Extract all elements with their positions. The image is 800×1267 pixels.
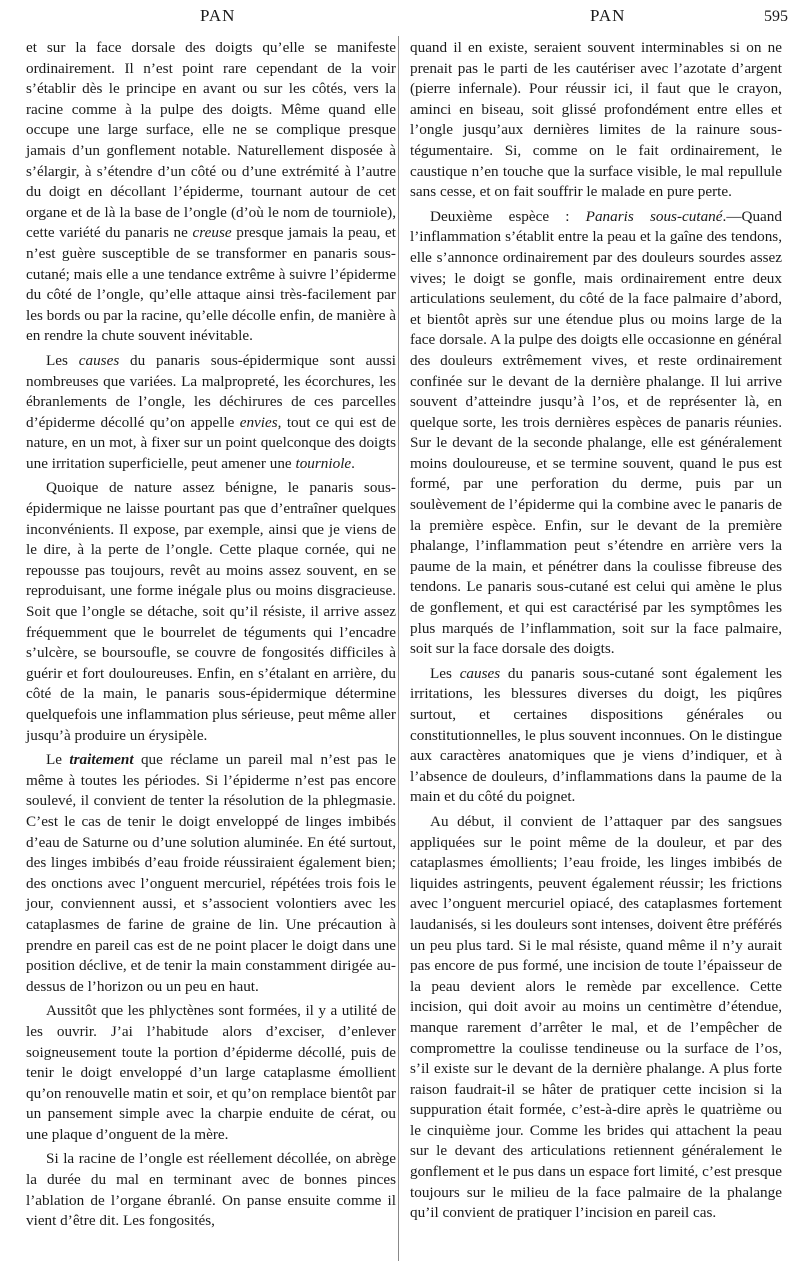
paragraph	[26, 478, 396, 746]
emphasized-text: creuse	[192, 224, 232, 242]
emphasized-text: causes	[78, 351, 120, 369]
paragraph	[410, 812, 782, 1224]
paragraph	[26, 38, 396, 347]
paragraph	[26, 351, 396, 475]
paragraph	[26, 750, 396, 997]
text-run: et sur la face dorsale des doigts qu’elle se manifeste ordinairement. Il n’est point rare cependant de la voir s’établir dès le principe en avant ou sur les côtés, vers la racine comme à la pulpe des doigts. Même quand elle occupe une large surface, elle ne se complique presque jamais d’un gonflement notable. Naturellement disposée à s’élargir, à s’étendre d’un côté ou d’une extrémité à l’autre du doigt en décollant l’épiderme, tournant autour de cet organe et de là la base de l’ongle (d’où le nom de tourniole), cette variété du panaris ne	[26, 39, 396, 242]
text-run: Aussitôt que les phlyctènes sont formées, il y a utilité de les ouvrir. J’ai l’habitude alors d’exciser, d’enlever soigneusement toute la portion d’épiderme décollé, puis de tenir le doigt enveloppé d’un large cataplasme émollient qu’on renouvelle matin et soir, et qu’on remplace bientôt par un pansement simple avec la charpie enduite de cérat, ou une plaque d’onguent de la mère.	[26, 1002, 396, 1143]
text-run: Deuxième espèce :	[430, 207, 586, 225]
running-head-right: PAN	[590, 6, 626, 25]
text-run: Quoique de nature assez bénigne, le panaris sous-épidermique ne laisse pourtant pas que d’entraîner quelques inconvénients. Il expose, par exemple, ainsi que je viens de le dire, à la perte de l’ongle. Cette plaque cornée, qui ne repousse pas toujours, revêt au moins assez souvent, en se reproduisant, une forme inégale plus ou moins disgracieuse. Soit que l’ongle se détache, soit qu’il résiste, il arrive assez fréquemment que le bourrelet de téguments qui l’encadre s’ulcère, se boursoufle, se couvre de fongosités difficiles à guérir et fort douloureuses. Enfin, en s’étalant en arrière, du côté de la main, le panaris sous-épidermique détermine quelquefois une inflammation plus sérieuse, peut même aller jusqu’à produire un érysipèle.	[26, 479, 396, 744]
paragraph	[410, 664, 782, 808]
paragraph	[410, 207, 782, 660]
text-run: Le	[46, 751, 70, 769]
running-head-left: PAN	[200, 6, 236, 25]
emphasized-text: tourniole	[295, 454, 352, 472]
right-column	[410, 38, 782, 1224]
text-run: quand il en existe, seraient souvent interminables si on ne prenait pas le parti de les cautériser avec l’azotate d’argent (pierre infernale). Pour réussir ici, il faut que le crayon, aminci en biseau, soit glissé profondément entre elles et l’ongle jusqu’aux dernières limites de la rainure sous-tégumentaire. Si, comme on le fait ordinairement, le caustique n’en touche que la surface visible, le mal repullule sans cesse, et on fait souffrir le malade en pure perte.	[410, 39, 782, 201]
column-divider	[398, 36, 399, 1261]
text-run: Si la racine de l’ongle est réellement décollée, on abrège la durée du mal en terminant avec de bonnes pinces l’ablation de l’organe ébranlé. On panse ensuite comme il vient d’être dit. Les fongosités,	[26, 1150, 396, 1230]
text-run: du panaris sous-épidermique sont aussi nombreuses que variées. La malpropreté, les écorchures, les ébranlements de l’ongle, les déchirures de ces parcelles d’épiderme décollé qu’on appelle	[26, 351, 396, 431]
text-run: .—Quand l’inflammation s’établit entre la peau et la gaîne des tendons, elle s’annonce ordinairement par des douleurs sourdes assez vives; le doigt se gonfle, mais ordinairement entre deux articulations seulement, du côté de la face palmaire d’abord, et bientôt après sur une étendue plus ou moins large de la face dorsale. A la pulpe des doigts elle occasionne en général des douleurs extrêmement vives, et reste ordinairement confinée sur le devant de la dernière phalange. Il lui arrive souvent d’atteindre jusqu’à l’os, et de représenter là, en quelque sorte, les trois dernières espèces de panaris réunies. Sur le devant de la seconde phalange, elle est généralement moins douloureuse, et se termine souvent, quand le pus est formé, par une perforation du derme, puis par un soulèvement de l’épiderme qui la combine avec le panaris de la première espèce. Enfin, sur le devant de la première phalange, l’inflammation peut s’étendre en arrière vers la paume de la main, et pénétrer dans la coulisse fibreuse des tendons. Le panaris sous-cutané est celui qui amène le plus de gonflement, et qui est caractérisé par les symptômes les plus marqués de l’inflammation, soit sur la face palmaire, soit sur la face dorsale des doigts.	[410, 207, 782, 658]
emphasized-text: traitement	[69, 751, 134, 769]
emphasized-text: Panaris sous-cutané	[585, 207, 723, 225]
text-run: Les	[430, 664, 460, 682]
emphasized-text: envies	[239, 413, 278, 431]
text-run: du panaris sous-cutané sont également les irritations, les blessures diverses du doigt, les piqûres surtout, et certaines dispositions générales ou constitutionnelles, le plus souvent inconnues. On le distingue aux caractères anatomiques que je viens d’indiquer, et à l’absence de douleurs, d’inflammations dans la paume de la main et du côté du poignet.	[410, 664, 782, 806]
text-run: Les	[46, 351, 79, 369]
left-column	[26, 38, 396, 1232]
text-run: Au début, il convient de l’attaquer par des sangsues appliquées sur le point même de la douleur, et par des cataplasmes émollients; l’eau froide, les linges imbibés de liquides astringents, peuvent également réussir; les frictions avec l’onguent mercuriel opiacé, des cataplasmes fortement laudanisés, si les douleurs sont intenses, doivent être préférés un peu plus tard. Si le mal résiste, quand même il n’y aurait pas encore de pus formé, une incision de toute l’épaisseur de la peau devient alors le remède par excellence. Cette incision, qui doit avoir au moins un centimètre d’étendue, manque rarement d’arrêter le mal, et de l’empêcher de compromettre la coulisse tendineuse ou la surface de l’os, s’il existe sur le devant de la dernière phalange. A plus forte raison faudrait-il se hâter de pratiquer cette incision si la suppuration était formée, c’est-à-dire après le quatrième ou le cinquième jour. Comme les brides qui attachent la peau sur le devant des articulations retiennent généralement le gonflement et le pus dans un espace fort limité, c’est presque toujours sur le milieu de la face palmaire de la phalange qu’il convient de pratiquer l’incision en pareil cas.	[410, 812, 782, 1222]
page-number: 595	[764, 8, 788, 25]
emphasized-text: causes	[459, 664, 501, 682]
text-run: presque jamais la peau, et n’est guère susceptible de se transformer en panaris sous-cutané; mais elle a une tendance extrême à suivre l’épiderme du côté de l’ongle, qu’elle attaque ainsi très-facilement par les bords ou par la racine, qu’elle décolle enfin, de manière à en rendre la chute souvent inévitable.	[26, 224, 397, 345]
text-run: , tout ce qui est de nature, en un mot, à fixer sur un point quelconque des doigts une irritation superficielle, peut amener une	[26, 413, 396, 472]
paragraph	[410, 38, 782, 203]
text-run: que réclame un pareil mal n’est pas le même à toutes les périodes. Si l’épiderme n’est pas encore soulevé, il convient de tenter la résolution de la phlegmasie. C’est le cas de tenir le doigt enveloppé de linges imbibés d’eau de Saturne ou d’une solution aluminée. En été surtout, des linges imbibés d’eau froide réussiraient également bien; des onctions avec l’onguent mercuriel, répétées trois fois le jour, conviennent aussi, et s’associent volontiers avec les cataplasmes de farine de graine de lin. Une précaution à prendre en pareil cas est de ne point placer le doigt dans une position déclive, et de tenir la main constamment dirigée au-dessus de l’horizon ou un peu en haut.	[26, 751, 396, 995]
text-run: .	[351, 454, 355, 472]
paragraph	[26, 1149, 396, 1231]
paragraph	[26, 1001, 396, 1145]
